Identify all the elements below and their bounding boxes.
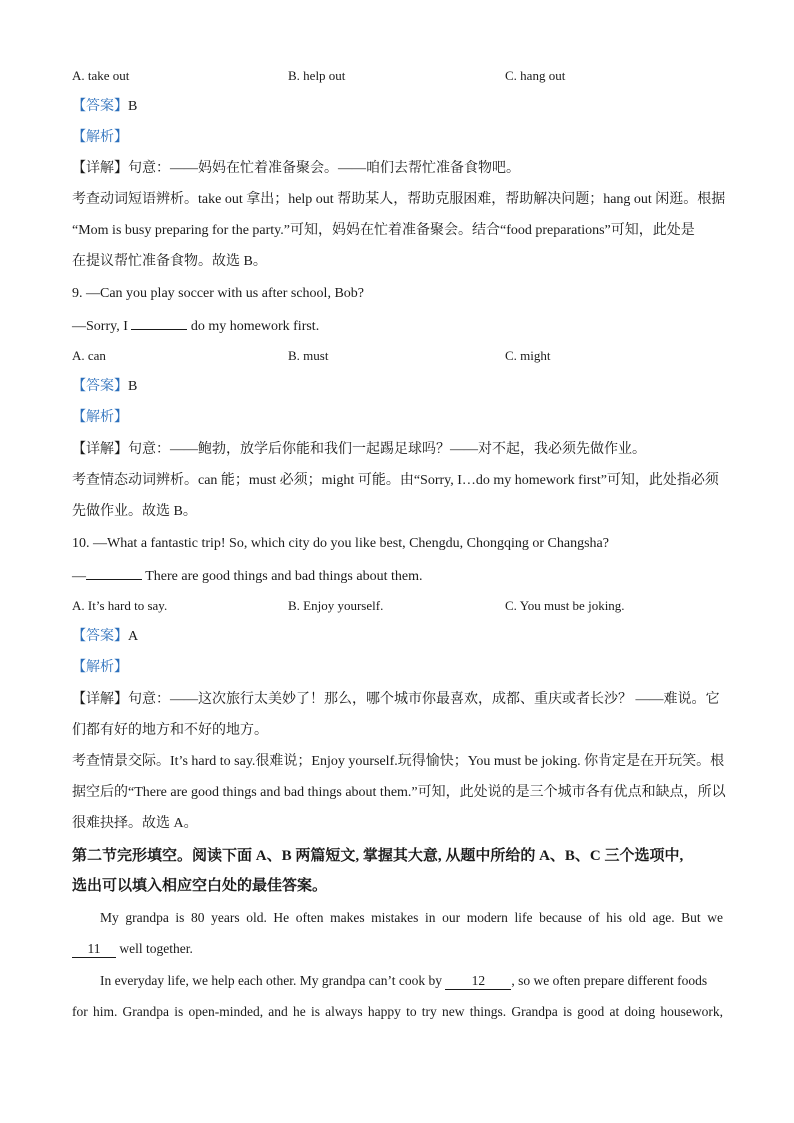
detail-text: 句意：——鲍勃，放学后你能和我们一起踢足球吗？——对不起，我必须先做作业。 [128, 442, 646, 457]
answer-value: A [128, 629, 139, 644]
q9-reply: —Sorry, I do my homework first. [72, 315, 319, 337]
q9-analysis-tag: 【解析】 [72, 410, 128, 425]
q8-analysis-tag: 【解析】 [72, 130, 128, 145]
answer-value: B [128, 379, 138, 394]
detail-text: 句意：——妈妈在忙着准备聚会。——咱们去帮忙准备食物吧。 [128, 161, 520, 176]
q10-option-b: B. Enjoy yourself. [288, 598, 384, 613]
q8-explain-line-1: 考查动词短语辨析。take out 拿出；help out 帮助某人，帮助克服困难，帮助解决问题；hang out 闲逛。根据 [72, 192, 726, 207]
answer-value: B [128, 99, 138, 114]
q9-blank [131, 315, 187, 330]
q9-stem: 9. —Can you play soccer with us after school, Bob? [72, 286, 364, 301]
q9-explain-line-2: 先做作业。故选 B。 [72, 504, 197, 519]
q10-detail-line-1 [72, 690, 720, 710]
q8-detail [72, 159, 520, 179]
answer-tag: 【答案】 [72, 629, 128, 644]
q10-explain-line-1: 考查情景交际。It’s hard to say.很难说；Enjoy yourself.玩得愉快；You must be joking. 你肯定是在开玩笑。根 [72, 754, 725, 769]
answer-tag: 【答案】 [72, 379, 128, 394]
q9-option-b: B. must [288, 348, 329, 363]
detail-tag: 【详解】 [72, 692, 128, 707]
q9-explain-line-1: 考查情态动词辨析。can 能；must 必须；might 可能。由“Sorry, I…do my homework first”可知，此处指必须 [72, 473, 719, 488]
q9-detail [72, 440, 646, 460]
q10-explain-line-2: 据空后的“There are good things and bad things about them.”可知，此处说的是三个城市各有优点和缺点，所以 [72, 785, 726, 800]
q10-reply: — There are good things and bad things about them. [72, 565, 422, 587]
detail-tag: 【详解】 [72, 161, 128, 176]
q10-blank [86, 565, 142, 580]
q8-explain-line-2: “Mom is busy preparing for the party.”可知，妈妈在忙着准备聚会。结合“food preparations”可知，此处是 [72, 223, 695, 238]
blank-11: 11 [72, 941, 116, 958]
q8-explain-line-3: 在提议帮忙准备食物。故选 B。 [72, 254, 267, 269]
q10-option-c: C. You must be joking. [505, 598, 625, 613]
q10-analysis-tag: 【解析】 [72, 660, 128, 675]
passage-line-3: In everyday life, we help each other. My grandpa can’t cook by 12 , so we often prepare different foods [100, 973, 708, 988]
passage-line-2: 11 well together. [72, 939, 723, 959]
q10-answer [72, 627, 138, 647]
q10-explain-line-3: 很难抉择。故选 A。 [72, 816, 198, 831]
passage-line-1: My grandpa is 80 years old. He often makes mistakes in our modern life because of his old age. But we [100, 910, 723, 925]
q8-option-b: B. help out [288, 68, 346, 83]
section-title-line-2: 选出可以填入相应空白处的最佳答案。 [72, 878, 328, 894]
q10-stem: 10. —What a fantastic trip! So, which city do you like best, Chengdu, Chongqing or Changsha? [72, 536, 609, 551]
q8-option-a: A. take out [72, 68, 130, 83]
q10-detail-line-2: 们都有好的地方和不好的地方。 [72, 723, 268, 738]
q10-option-a: A. It’s hard to say. [72, 598, 168, 613]
section-title-line-1: 第二节完形填空。阅读下面 A、B 两篇短文, 掌握其大意, 从题中所给的 A、B、C 三个选项中, [72, 848, 684, 864]
q9-option-a: A. can [72, 348, 106, 363]
passage-line-4: for him. Grandpa is open-minded, and he is always happy to try new things. Grandpa is good at doing housework, [72, 1004, 723, 1019]
answer-tag: 【答案】 [72, 99, 128, 114]
q8-option-c: C. hang out [505, 68, 566, 83]
blank-12: 12 [445, 973, 511, 990]
detail-text: 句意：——这次旅行太美妙了！那么，哪个城市你最喜欢，成都、重庆或者长沙？ ——难说。它 [128, 692, 720, 707]
q8-answer [72, 97, 137, 117]
q9-answer [72, 377, 137, 397]
detail-tag: 【详解】 [72, 442, 128, 457]
q9-option-c: C. might [505, 348, 551, 363]
